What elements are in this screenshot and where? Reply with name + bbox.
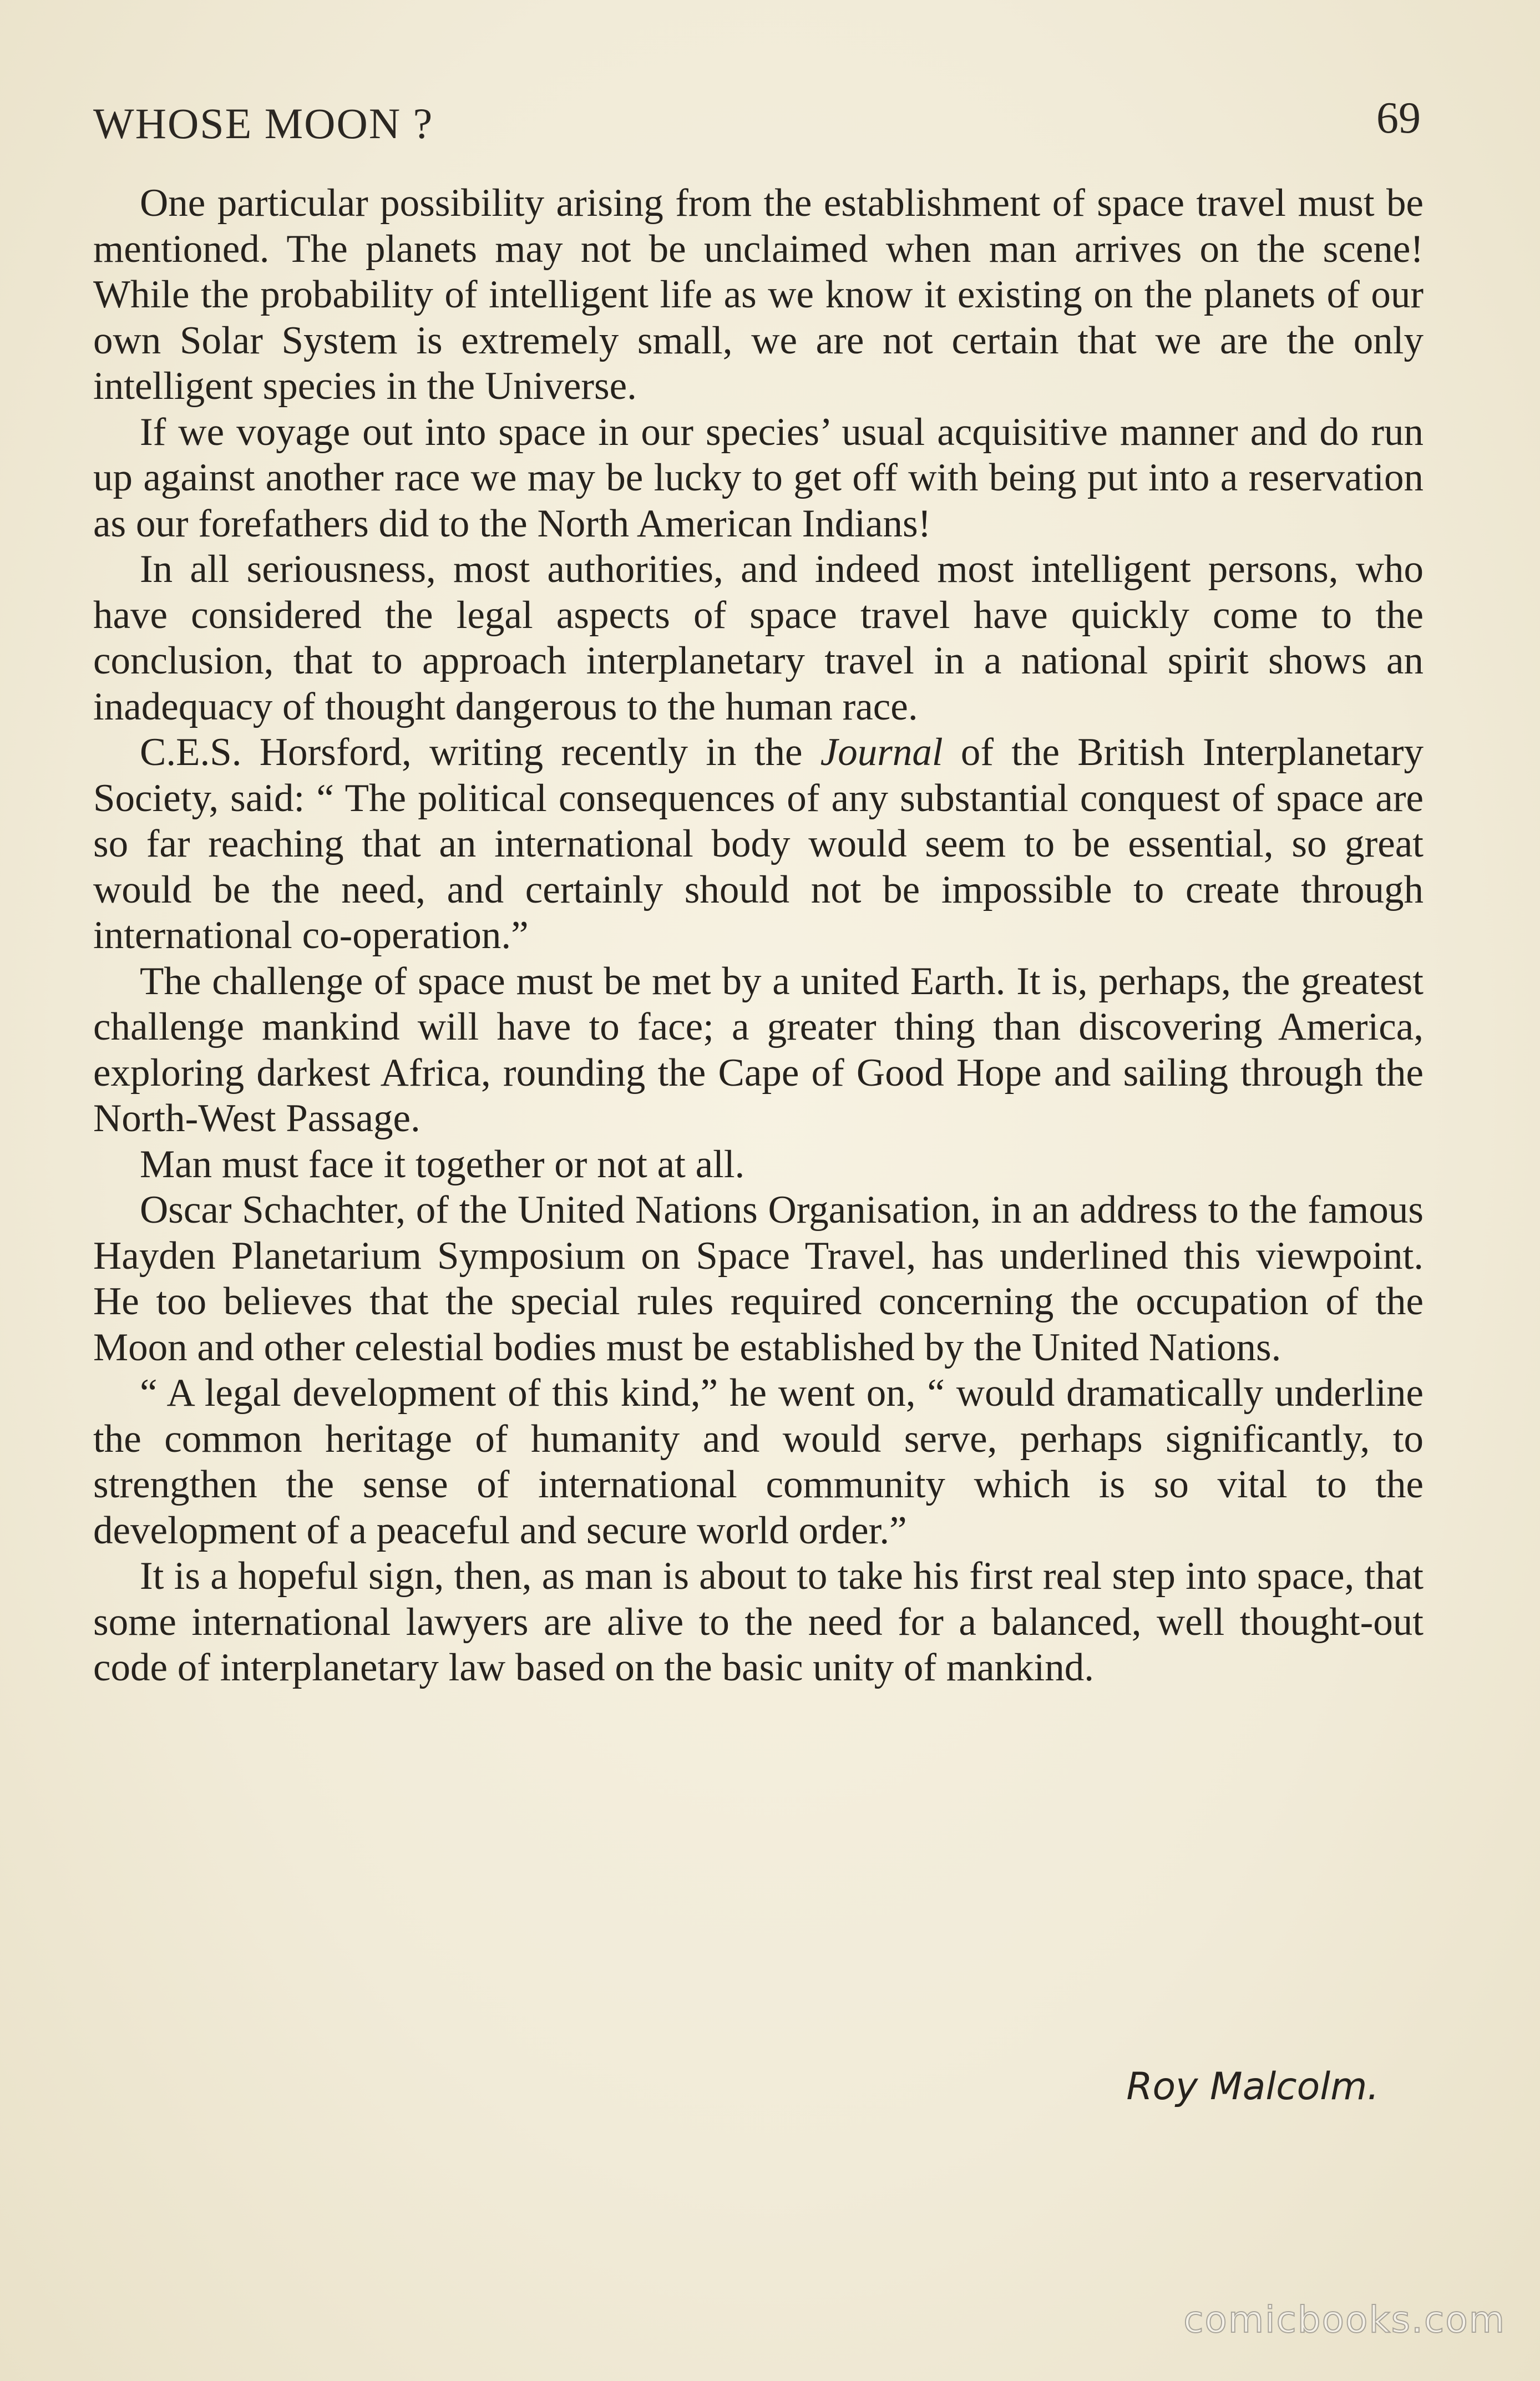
page-number: 69 (1376, 94, 1421, 143)
paragraph: “ A legal development of this kind,” he went on, “ would dramatically underline the common heritage of humanity and would serve, perhaps significantly, to strengthen the sense of international community which is so vital to the development of a peaceful and secure world order.” (93, 1371, 1424, 1552)
paragraph: Oscar Schachter, of the United Nations Organisation, in an address to the famous Hayden Planetarium Symposium on Space Travel, has underlined this viewpoint. He too believes that the special rules required concerning the occupation of the Moon and other celestial bodies must be established by the United Nations. (93, 1188, 1424, 1369)
paragraph: If we voyage out into space in our species’ usual acquisitive manner and do run up against another race we may be lucky to get off with being put into a reservation as our forefathers did to the North American Indians! (93, 410, 1424, 545)
paragraph: It is a hopeful sign, then, as man is about to take his first real step into space, that some international lawyers are alive to the need for a balanced, well thought-out code of interplanetary law based on the basic unity of mankind. (93, 1554, 1424, 1689)
paragraph: In all seriousness, most authorities, and indeed most intelligent persons, who have considered the legal aspects of space travel have quickly come to the conclusion, that to approach interplanetary travel in a national spirit shows an inadequacy of thought dangerous to the human race. (93, 548, 1424, 728)
paragraph: The challenge of space must be met by a united Earth. It is, perhaps, the greatest challenge mankind will have to face; a greater thing than discovering America, exploring darkest Africa, rounding the Cape of Good Hope and sailing through the North-West Passage. (93, 959, 1424, 1140)
author-signature: Roy Malcolm. (1126, 2065, 1379, 2109)
journal-title: Journal (820, 731, 943, 774)
article-body (93, 180, 1424, 1691)
paragraph-text: C.E.S. Horsford, writing recently in the (140, 731, 820, 774)
paragraph: One particular possibility arising from the establishment of space travel must be mentioned. The planets may not be unclaimed when man arrives on the scene! While the probability of intelligent life as we know it existing on the planets of our own Solar System is extremely small, we are not certain that we are the only intelligent species in the Universe. (93, 181, 1424, 408)
paragraph-text: of the British Interplanetary Society, said: “ The political consequences of any substantial conquest of space are so far reaching that an international body would seem to be essential, so great would be the need, and certainly should not be impossible to create through international co-operation.” (93, 731, 1424, 957)
paragraph (93, 730, 1424, 959)
paragraph: Man must face it together or not at all. (140, 1142, 745, 1186)
running-title: WHOSE MOON ? (93, 99, 434, 148)
site-watermark: comicbooks.com (1183, 2298, 1506, 2341)
